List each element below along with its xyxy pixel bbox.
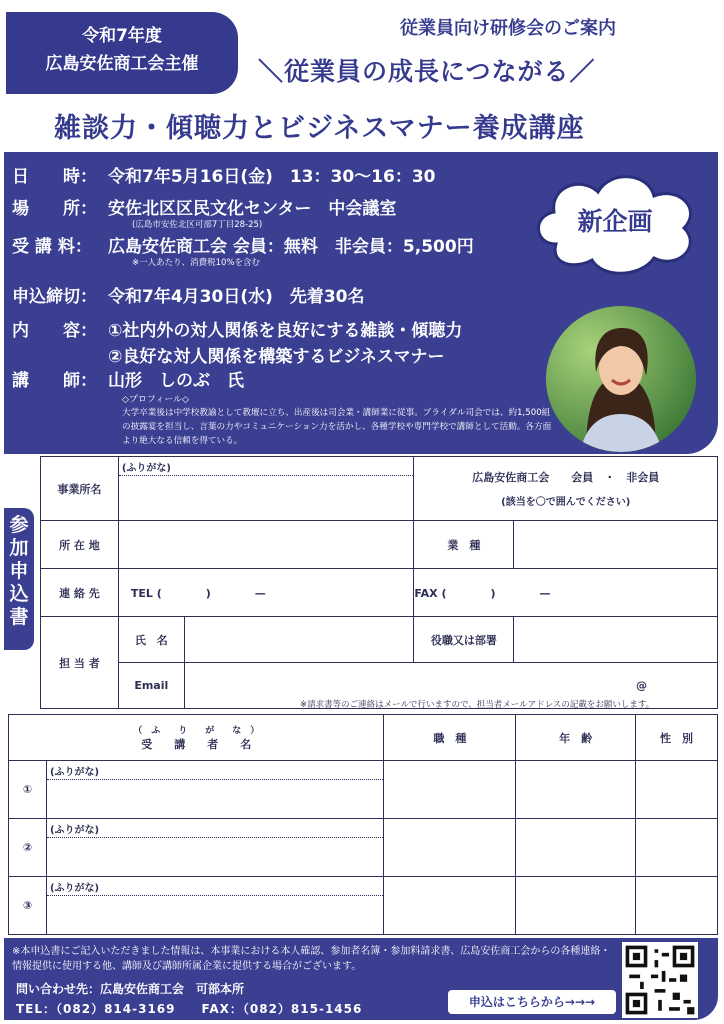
industry-input[interactable] [514, 521, 718, 569]
contact-info: 問い合わせ先：広島安佐商工会 可部本所 [16, 982, 245, 996]
lecturer-photo [546, 306, 696, 452]
participant-name-input[interactable] [46, 761, 383, 819]
position-input[interactable] [514, 617, 718, 663]
name-label: 氏 名 [118, 617, 184, 663]
profile-text: 大学卒業後は中学校教諭として教壇に立ち、出産後は司会業・講師業に従事。ブライダル司会では、約1,500組の披露宴を担当し、言葉の力やコミュニケーション力を活かし、各種学校や専門学校で講師として活動。各方面より絶大なる信頼を得ている。 [122, 408, 552, 446]
age-input[interactable] [516, 877, 636, 935]
name-input[interactable] [184, 617, 414, 663]
membership-note: (該当を〇で囲んでください) [501, 497, 631, 508]
page-title: 雑談力・傾聴力とビジネスマナー養成講座 [54, 113, 585, 144]
deadline-label: 申込締切： [12, 287, 97, 307]
participants-table [8, 714, 718, 935]
fee-value: 広島安佐商工会 会員：無料 非会員：5,500円 [108, 237, 474, 257]
fax-input[interactable]: FAX ( ) — [414, 569, 718, 617]
gender-header: 性 別 [636, 715, 718, 761]
email-at-sign: @ [636, 679, 647, 692]
email-label: Email [118, 663, 184, 709]
participant-furigana-label: (ふりがな) [49, 883, 100, 894]
company-info-table [40, 456, 718, 709]
address-label: 所 在 地 [41, 521, 119, 569]
age-input[interactable] [516, 819, 636, 877]
participant-name-input[interactable] [46, 819, 383, 877]
participant-furigana-header: （ ふ り が な ） [133, 726, 260, 736]
gender-input[interactable] [636, 877, 718, 935]
furigana-divider [47, 895, 383, 896]
lecturer-label: 講 師： [12, 371, 97, 391]
content-label: 内 容： [12, 321, 97, 341]
place-label: 場 所： [12, 199, 97, 219]
privacy-notice: ※本申込書にご記入いただきました情報は、本事業における本人確認、参加者名簿・参加料請求書、広島安佐商工会からの各種連絡・情報提供に使用する他、講師及び講師所属企業に提供する場合がございます。 [12, 946, 611, 972]
fee-note: ※一人あたり、消費税10%を含む [132, 258, 261, 268]
furigana-divider [47, 779, 383, 780]
industry-label: 業 種 [414, 521, 514, 569]
gender-input[interactable] [636, 761, 718, 819]
content-1: ①社内外の対人関係を良好にする雑談・傾聴力 [108, 321, 463, 341]
gender-input[interactable] [636, 819, 718, 877]
membership-cell[interactable] [414, 457, 718, 521]
row-number: ③ [9, 877, 47, 935]
deadline-value: 令和7年4月30日(水) 先着30名 [108, 287, 365, 307]
row-number: ② [9, 819, 47, 877]
job-input[interactable] [384, 819, 516, 877]
application-form-tab [4, 508, 34, 650]
footer-panel [4, 938, 718, 1020]
person-label: 担 当 者 [41, 617, 119, 709]
profile-heading: ◇プロフィール◇ [122, 395, 189, 405]
content-row [12, 316, 462, 341]
subtitle: ＼従業員の成長につながる／ [258, 57, 596, 86]
date-label: 日 時： [12, 167, 97, 187]
lecturer-row [12, 366, 244, 391]
date-value: 令和7年5月16日(金) 13：30～16：30 [108, 167, 436, 187]
office-furigana-label: (ふりがな) [121, 463, 171, 474]
address-input[interactable] [118, 521, 414, 569]
age-input[interactable] [516, 761, 636, 819]
participant-name-header [9, 715, 384, 761]
participant-name-header-label: 受 講 者 名 [141, 738, 252, 751]
place-row [12, 194, 396, 219]
place-value: 安佐北区区民文化センター 中会議室 [108, 199, 397, 219]
furigana-divider [47, 837, 383, 838]
office-name-label: 事業所名 [41, 457, 119, 521]
content-2: ②良好な対人関係を構築するビジネスマナー [108, 347, 445, 367]
new-plan-badge: 新企画 [577, 207, 653, 236]
fee-row [12, 232, 474, 257]
apply-here-button[interactable]: 申込はこちらから→→→ [448, 990, 616, 1014]
job-input[interactable] [384, 761, 516, 819]
age-header: 年 齢 [516, 715, 636, 761]
job-header: 職 種 [384, 715, 516, 761]
participant-name-input[interactable] [46, 877, 383, 935]
host-name: 広島安佐商工会主催 [45, 54, 199, 74]
qr-code-icon[interactable] [622, 942, 698, 1018]
tel-input[interactable]: TEL ( ) — [118, 569, 414, 617]
contact-label: 連 絡 先 [41, 569, 119, 617]
phone-fax-numbers: TEL：（082）814-3169 FAX：（082）815-1456 [16, 1002, 363, 1016]
application-form-tab-label: 参加申込書 [9, 514, 29, 628]
office-name-input[interactable] [118, 457, 414, 521]
membership-options: 広島安佐商工会 会員 ・ 非会員 [472, 471, 660, 484]
email-note: ※請求書等のご連絡はメールで行いますので、担当者メールアドレスの記載をお願いします。 [300, 700, 655, 710]
kicker-text: 従業員向け研修会のご案内 [400, 18, 616, 39]
participant-furigana-label: (ふりがな) [49, 825, 100, 836]
job-input[interactable] [384, 877, 516, 935]
date-row [12, 162, 435, 187]
fee-label: 受 講 料： [12, 237, 92, 257]
organizer-badge [6, 12, 238, 94]
deadline-row [12, 282, 365, 307]
participant-furigana-label: (ふりがな) [49, 767, 100, 778]
fiscal-year: 令和7年度 [82, 26, 162, 46]
row-number: ① [9, 761, 47, 819]
lecturer-value: 山形 しのぶ 氏 [108, 371, 244, 391]
position-label: 役職又は部署 [414, 617, 514, 663]
place-address: (広島市安佐北区可部7丁目28-25) [132, 220, 263, 230]
furigana-divider [119, 475, 414, 476]
